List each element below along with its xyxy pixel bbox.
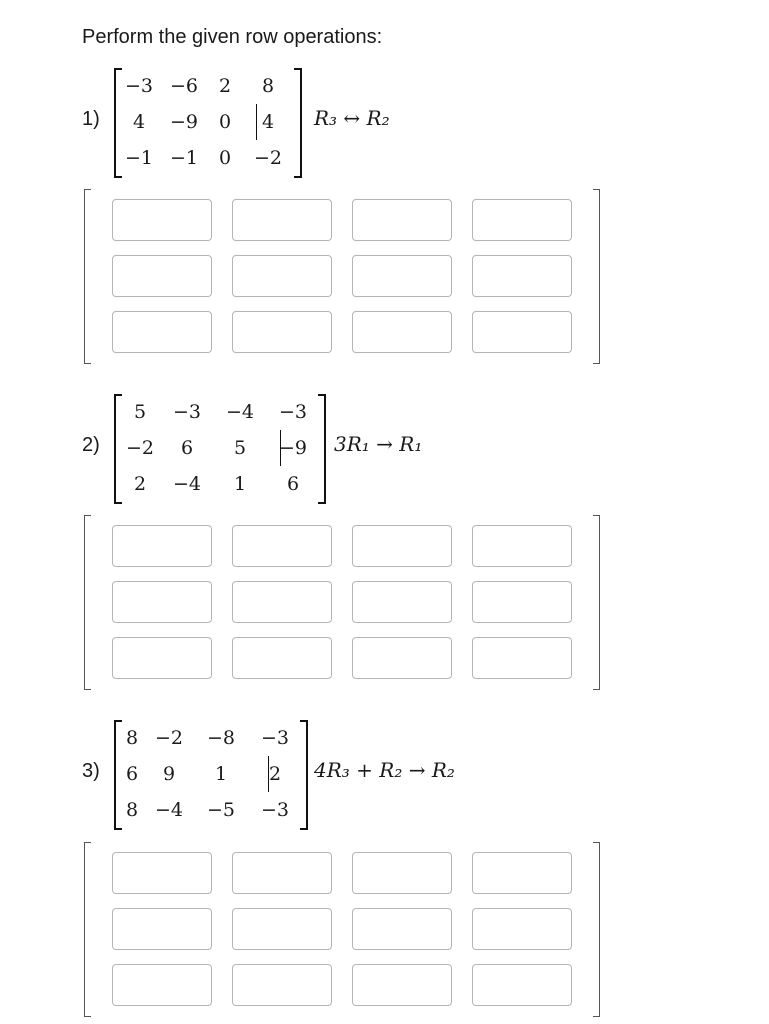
matrix-entry: 9 [162,763,176,785]
answer-cell[interactable] [112,199,212,241]
answer-cell[interactable] [352,637,452,679]
matrix-entry: −3 [278,401,307,423]
matrix-entry: −1 [124,147,153,169]
answer-cell[interactable] [352,581,452,623]
answer-matrix-1 [84,189,600,364]
answer-cell[interactable] [352,525,452,567]
answer-cell[interactable] [112,525,212,567]
answer-matrix-3 [84,842,600,1017]
row-operation: 3R₁ → R₁ [334,432,423,456]
matrix-entry: −5 [206,799,235,821]
matrix-entry: −3 [124,75,153,97]
right-bracket [593,515,600,690]
matrix-entry: 6 [180,437,194,459]
matrix-entry: −4 [154,799,183,821]
answer-cell[interactable] [112,964,212,1006]
matrix-entry: −9 [278,437,307,459]
answer-cell[interactable] [472,964,572,1006]
answer-cell[interactable] [352,199,452,241]
answer-cell[interactable] [112,311,212,353]
answer-cell[interactable] [352,852,452,894]
matrix-entry: 2 [268,763,282,785]
matrix-entry: 6 [286,473,300,495]
answer-cell[interactable] [472,199,572,241]
problem-3 [82,720,722,830]
answer-cell[interactable] [352,311,452,353]
matrix-entry: 1 [233,473,247,495]
answer-cell[interactable] [472,311,572,353]
problem-number: 1) [82,108,100,130]
answer-cell[interactable] [112,908,212,950]
matrix-entry: 4 [261,111,275,133]
answer-cell[interactable] [472,525,572,567]
matrix-entry: 1 [214,763,228,785]
answer-matrix-2 [84,515,600,690]
matrix-entry: −2 [253,147,282,169]
matrix-entry: 2 [133,473,147,495]
problem-2 [82,394,722,504]
answer-cell[interactable] [232,637,332,679]
answer-cell[interactable] [112,852,212,894]
answer-cell[interactable] [112,581,212,623]
left-bracket [84,189,91,364]
matrix-entry: −4 [225,401,254,423]
answer-cell[interactable] [472,908,572,950]
answer-cell[interactable] [232,581,332,623]
matrix-entry: 5 [133,401,147,423]
answer-cell[interactable] [352,964,452,1006]
augmented-matrix [114,68,302,176]
matrix-entry: 8 [125,799,139,821]
left-bracket [84,515,91,690]
answer-cell[interactable] [232,525,332,567]
matrix-entry: 2 [218,75,232,97]
right-bracket [593,189,600,364]
matrix-entry: −2 [154,727,183,749]
matrix-entry: −3 [260,799,289,821]
problem-1 [82,68,722,178]
matrix-entry: −4 [172,473,201,495]
left-bracket [84,842,91,1017]
answer-cell[interactable] [352,908,452,950]
answer-cell[interactable] [232,255,332,297]
matrix-entry: 0 [218,111,232,133]
augmented-matrix [114,394,326,502]
answer-cell[interactable] [112,255,212,297]
matrix-entry: 6 [125,763,139,785]
matrix-entry: −3 [172,401,201,423]
matrix-entry: 4 [132,111,146,133]
answer-cell[interactable] [472,581,572,623]
matrix-entry: −8 [206,727,235,749]
matrix-entry: 8 [261,75,275,97]
matrix-entry: −2 [125,437,154,459]
matrix-entry: 5 [233,437,247,459]
row-operation: 4R₃ + R₂ → R₂ [314,758,455,782]
problem-number: 2) [82,434,100,456]
answer-cell[interactable] [232,964,332,1006]
answer-cell[interactable] [472,637,572,679]
answer-cell[interactable] [352,255,452,297]
answer-cell[interactable] [472,852,572,894]
matrix-entry: −1 [169,147,198,169]
answer-cell[interactable] [232,311,332,353]
matrix-entry: −6 [169,75,198,97]
right-bracket [593,842,600,1017]
instructions-text: Perform the given row operations: [82,26,383,48]
matrix-entry: 0 [218,147,232,169]
answer-cell[interactable] [112,637,212,679]
answer-cell[interactable] [232,908,332,950]
answer-cell[interactable] [472,255,572,297]
matrix-entry: −9 [169,111,198,133]
row-operation: R₃ ↔ R₂ [314,106,390,130]
augmented-matrix [114,720,308,828]
matrix-entry: 8 [125,727,139,749]
matrix-entry: −3 [260,727,289,749]
problem-number: 3) [82,760,100,782]
answer-cell[interactable] [232,199,332,241]
answer-cell[interactable] [232,852,332,894]
